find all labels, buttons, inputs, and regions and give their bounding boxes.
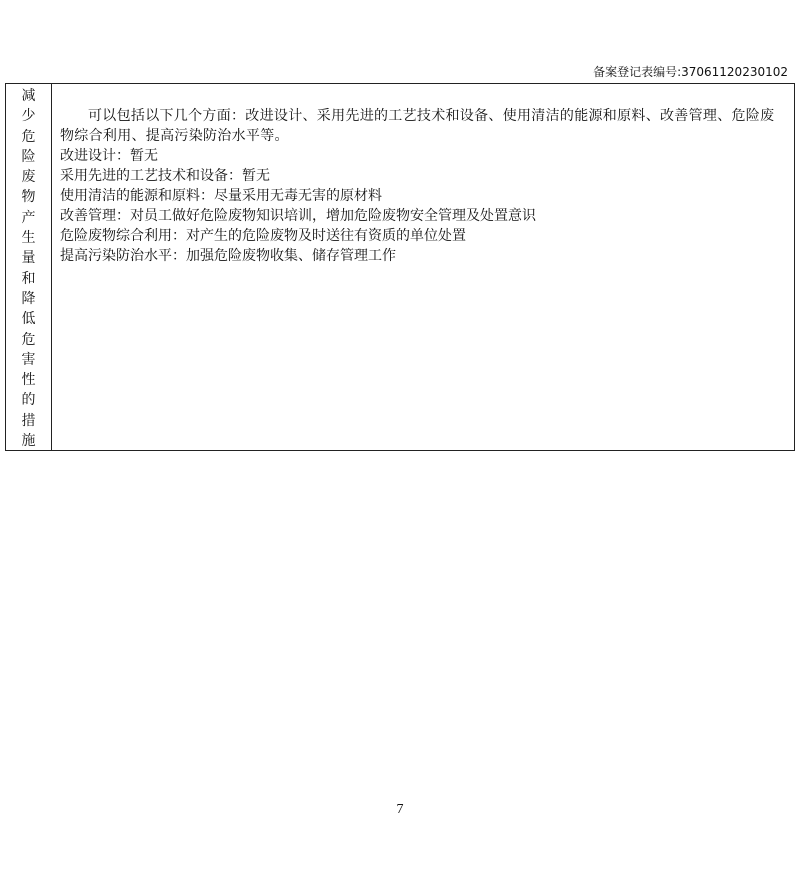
record-number-header: [593, 64, 788, 80]
content-cell: [52, 84, 794, 450]
row-label-char: 降: [21, 290, 36, 307]
row-label-char: 低: [21, 311, 36, 328]
intro-paragraph: 可以包括以下几个方面：改进设计、采用先进的工艺技术和设备、使用清洁的能源和原料、改善管理、危险废物综合利用、提高污染防治水平等。: [60, 108, 775, 144]
row-label-char: 险: [21, 148, 36, 165]
row-label-char: 和: [21, 270, 36, 287]
row-label-char: 性: [21, 372, 36, 389]
row-label-char: 废: [21, 169, 36, 186]
record-number-value: 37061120230102: [681, 65, 788, 79]
measure-line: 危险废物综合利用：对产生的危险废物及时送往有资质的单位处置: [60, 228, 466, 244]
record-number-label: 备案登记表编号:: [593, 65, 682, 79]
row-label: [6, 86, 51, 451]
row-label-char: 害: [21, 351, 36, 368]
row-label-char: 量: [21, 250, 36, 267]
measure-line: 使用清洁的能源和原料：尽量采用无毒无害的原材料: [60, 188, 382, 204]
row-label-cell: [6, 84, 52, 450]
measure-line: 采用先进的工艺技术和设备：暂无: [60, 168, 270, 184]
row-label-char: 少: [21, 108, 36, 125]
row-label-char: 减: [21, 88, 36, 104]
row-label-char: 的: [21, 392, 36, 409]
measures-table: [5, 83, 795, 451]
measure-line: 改进设计：暂无: [60, 148, 158, 164]
row-label-char: 生: [21, 230, 36, 247]
row-label-char: 施: [21, 433, 36, 450]
row-label-char: 产: [21, 209, 36, 226]
row-label-char: 危: [21, 128, 36, 145]
row-label-char: 物: [21, 189, 36, 206]
measure-line: 改善管理：对员工做好危险废物知识培训，增加危险废物安全管理及处置意识: [60, 208, 536, 224]
measure-line: 提高污染防治水平：加强危险废物收集、储存管理工作: [60, 248, 396, 264]
row-label-char: 危: [21, 331, 36, 348]
page-number: 7: [396, 802, 404, 817]
row-label-char: 措: [21, 412, 36, 429]
